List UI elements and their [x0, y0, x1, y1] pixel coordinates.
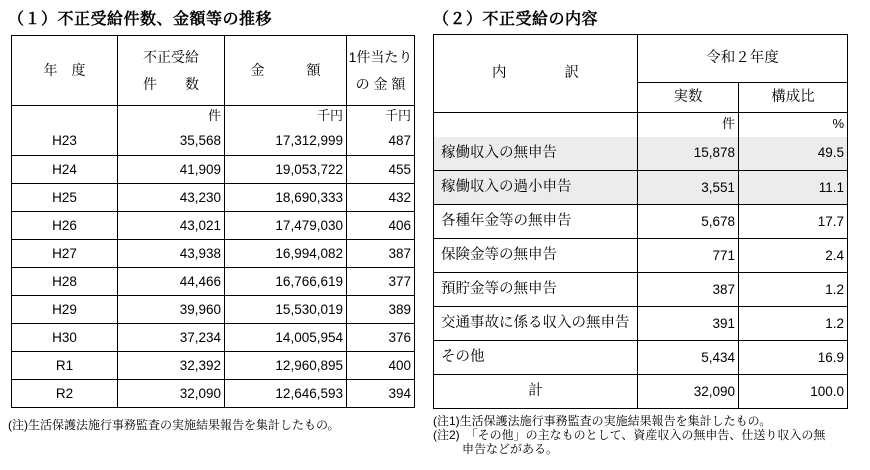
trends-units-row: [12, 106, 415, 128]
per-case-cell: 389: [347, 296, 415, 324]
trends-row: [12, 156, 415, 184]
per-case-header-line1: 1件当たり: [348, 48, 413, 65]
year-column-header: 年 度: [12, 36, 118, 106]
actual-value-cell: 15,878: [638, 137, 739, 171]
cases-cell: 43,230: [118, 184, 225, 212]
units-spacer-cell: [12, 106, 118, 128]
ratio-value-cell: 11.1: [739, 171, 848, 205]
ratio-value-cell: 2.4: [739, 239, 848, 273]
cases-header-line1: 不正受給: [143, 48, 199, 65]
cases-column-header: [118, 36, 225, 106]
per-case-cell: 387: [347, 240, 415, 268]
fiscal-year-column-header: 令和２年度: [638, 35, 848, 83]
contents-row: [434, 341, 848, 375]
trends-row: [12, 184, 415, 212]
breakdown-label-cell: 稼働収入の無申告: [434, 137, 638, 171]
ratio-value-cell: 100.0: [739, 375, 848, 409]
units-spacer-cell: [434, 113, 638, 137]
contents-notes: [433, 414, 825, 456]
year-cell: H26: [12, 212, 118, 240]
trends-row: [12, 128, 415, 156]
actual-value-cell: 387: [638, 273, 739, 307]
amount-unit-cell: 千円: [225, 106, 347, 128]
trends-panel-title: （１）不正受給件数、金額等の推移: [8, 11, 273, 28]
amount-cell: 12,646,593: [225, 380, 347, 408]
trends-row: [12, 352, 415, 380]
contents-row: [434, 137, 848, 171]
cases-cell: 37,234: [118, 324, 225, 352]
amount-cell: 14,005,954: [225, 324, 347, 352]
actual-value-cell: 391: [638, 307, 739, 341]
contents-row: [434, 171, 848, 205]
year-cell: R2: [12, 380, 118, 408]
trends-row: [12, 324, 415, 352]
per-case-cell: 400: [347, 352, 415, 380]
trends-row: [12, 240, 415, 268]
cases-cell: 44,466: [118, 268, 225, 296]
contents-units-row: [434, 113, 848, 137]
breakdown-label-cell: その他: [434, 341, 638, 375]
per-case-column-header: [347, 36, 415, 106]
trends-row: [12, 268, 415, 296]
per-case-cell: 394: [347, 380, 415, 408]
cases-cell: 35,568: [118, 128, 225, 156]
contents-total-row: [434, 375, 848, 409]
breakdown-label-cell: 各種年金等の無申告: [434, 205, 638, 239]
year-cell: H27: [12, 240, 118, 268]
contents-header-row-1: [434, 35, 848, 83]
ratio-value-cell: 49.5: [739, 137, 848, 171]
per-case-unit-cell: 千円: [347, 106, 415, 128]
contents-row: [434, 205, 848, 239]
breakdown-label-cell: 計: [434, 375, 638, 409]
cases-header-line2: 件 数: [143, 76, 199, 93]
contents-note-1: (注1)生活保護法施行事務監査の実施結果報告を集計したもの。: [433, 414, 772, 428]
actual-unit-cell: 件: [638, 113, 739, 137]
cases-unit-cell: 件: [118, 106, 225, 128]
trends-row: [12, 212, 415, 240]
actual-value-cell: 32,090: [638, 375, 739, 409]
year-cell: R1: [12, 352, 118, 380]
ratio-value-cell: 17.7: [739, 205, 848, 239]
per-case-cell: 377: [347, 268, 415, 296]
cases-cell: 32,392: [118, 352, 225, 380]
cases-cell: 32,090: [118, 380, 225, 408]
per-case-cell: 455: [347, 156, 415, 184]
year-cell: H28: [12, 268, 118, 296]
cases-cell: 43,938: [118, 240, 225, 268]
amount-column-header: 金 額: [225, 36, 347, 106]
actual-column-header: 実数: [638, 83, 739, 113]
contents-note-2-line1: (注2) 「その他」の主なものとして、資産収入の無申告、仕送り収入の無: [433, 428, 826, 442]
per-case-cell: 376: [347, 324, 415, 352]
breakdown-label-cell: 預貯金等の無申告: [434, 273, 638, 307]
breakdown-label-cell: 保険金等の無申告: [434, 239, 638, 273]
cases-cell: 43,021: [118, 212, 225, 240]
actual-value-cell: 771: [638, 239, 739, 273]
amount-cell: 18,690,333: [225, 184, 347, 212]
actual-value-cell: 5,678: [638, 205, 739, 239]
trends-row: [12, 296, 415, 324]
contents-row: [434, 273, 848, 307]
contents-table: [433, 34, 848, 409]
ratio-value-cell: 1.2: [739, 273, 848, 307]
cases-cell: 39,960: [118, 296, 225, 324]
amount-cell: 17,312,999: [225, 128, 347, 156]
per-case-cell: 487: [347, 128, 415, 156]
contents-panel-title: （２）不正受給の内容: [433, 11, 599, 28]
contents-row: [434, 239, 848, 273]
ratio-value-cell: 16.9: [739, 341, 848, 375]
trends-note: (注)生活保護法施行事務監査の実施結果報告を集計したもの。: [8, 418, 340, 432]
contents-note-2-line2: 申告などがある。: [462, 442, 559, 456]
trends-table: [11, 35, 415, 408]
amount-cell: 15,530,019: [225, 296, 347, 324]
breakdown-column-header: 内 訳: [434, 35, 638, 113]
actual-value-cell: 3,551: [638, 171, 739, 205]
year-cell: H25: [12, 184, 118, 212]
year-cell: H23: [12, 128, 118, 156]
breakdown-label-cell: 稼働収入の過小申告: [434, 171, 638, 205]
amount-cell: 17,479,030: [225, 212, 347, 240]
ratio-value-cell: 1.2: [739, 307, 848, 341]
ratio-unit-cell: %: [739, 113, 848, 137]
trends-header-row: [12, 36, 415, 106]
per-case-cell: 406: [347, 212, 415, 240]
trends-row: [12, 380, 415, 408]
amount-cell: 12,960,895: [225, 352, 347, 380]
cases-cell: 41,909: [118, 156, 225, 184]
amount-cell: 19,053,722: [225, 156, 347, 184]
contents-row: [434, 307, 848, 341]
amount-cell: 16,766,619: [225, 268, 347, 296]
amount-cell: 16,994,082: [225, 240, 347, 268]
per-case-cell: 432: [347, 184, 415, 212]
ratio-column-header: 構成比: [739, 83, 848, 113]
year-cell: H24: [12, 156, 118, 184]
year-cell: H29: [12, 296, 118, 324]
breakdown-label-cell: 交通事故に係る収入の無申告: [434, 307, 638, 341]
year-cell: H30: [12, 324, 118, 352]
per-case-header-line2: の 金 額: [355, 76, 406, 93]
actual-value-cell: 5,434: [638, 341, 739, 375]
